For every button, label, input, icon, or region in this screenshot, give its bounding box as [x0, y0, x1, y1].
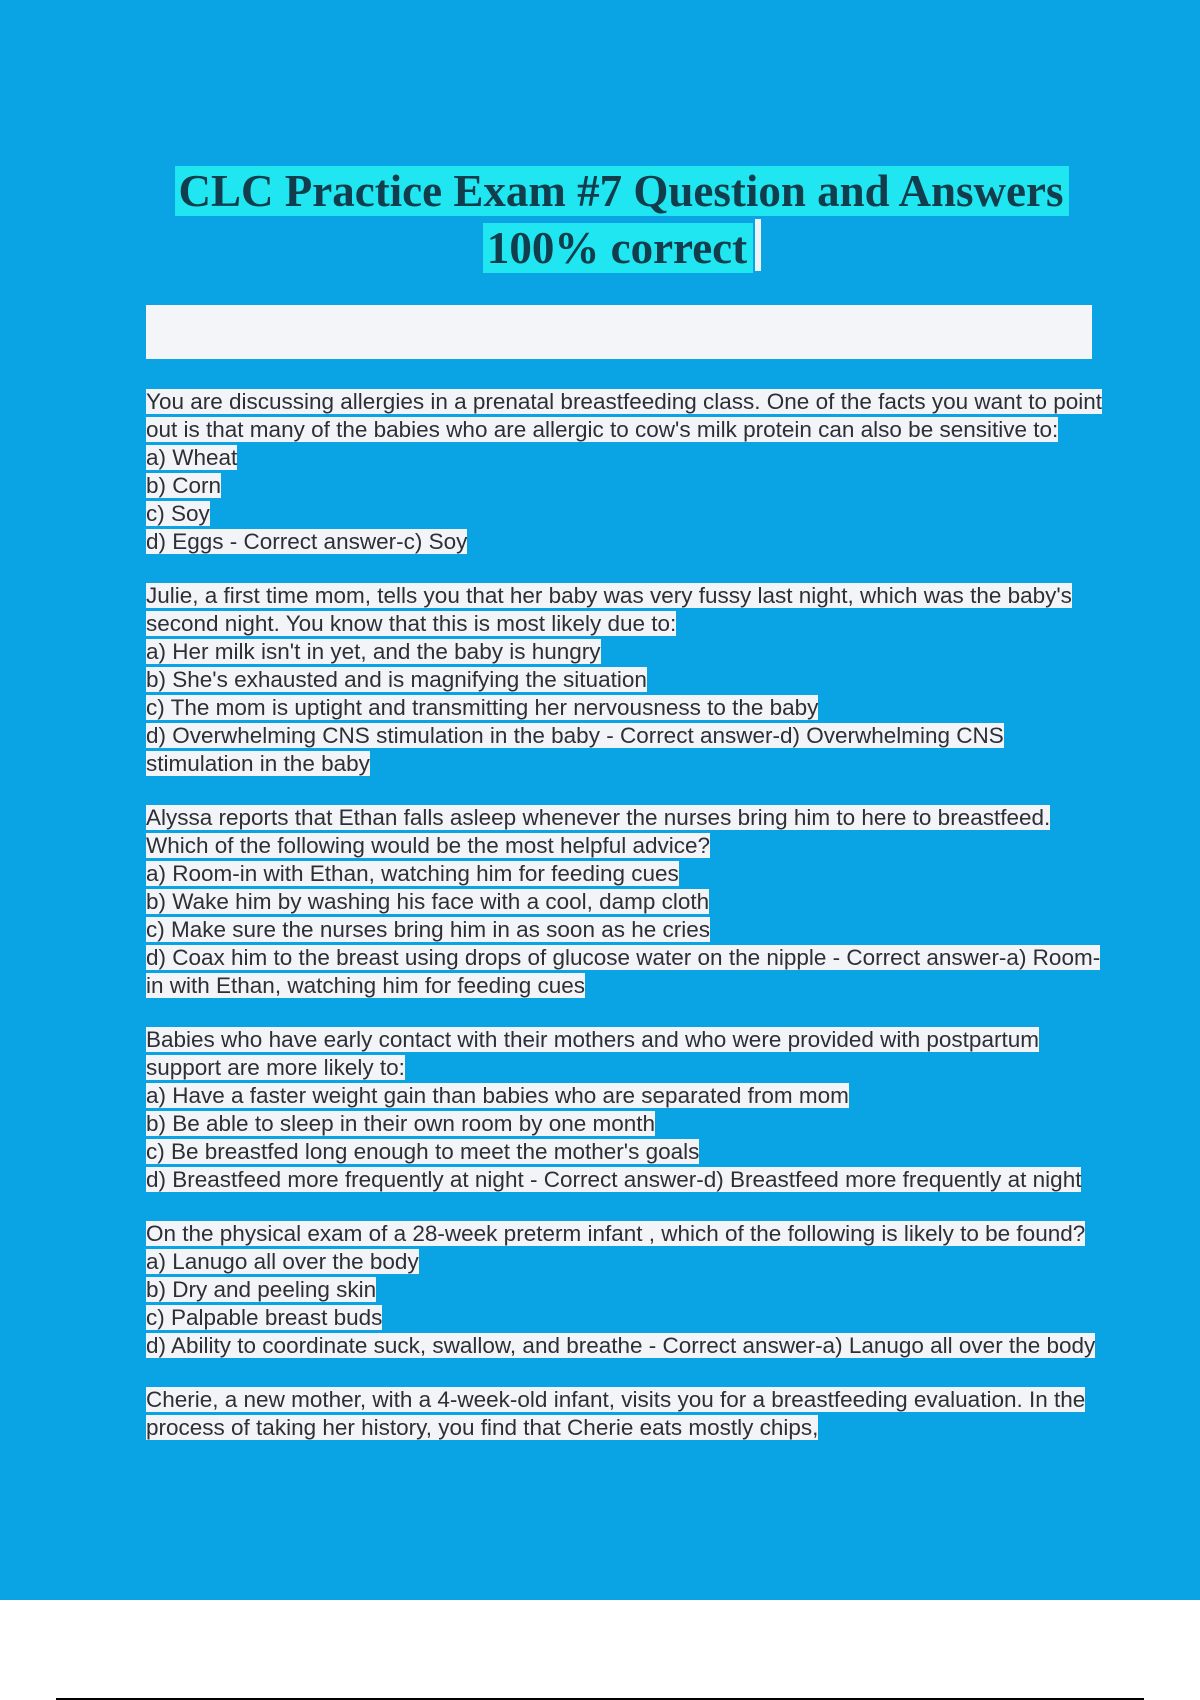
answer-option: a) Room-in with Ethan, watching him for feeding cues	[146, 861, 679, 886]
question-block	[146, 804, 1106, 1000]
answer-option: b) She's exhausted and is magnifying the situation	[146, 667, 647, 692]
question-stem: Alyssa reports that Ethan falls asleep whenever the nurses bring him to here to breastfeed. Which of the following would be the most helpful advice?	[146, 805, 1051, 858]
document-title	[140, 164, 1104, 276]
answer-option-with-correct-answer: d) Breastfeed more frequently at night - Correct answer-d) Breastfeed more frequently at night	[146, 1167, 1082, 1192]
answer-option: b) Corn	[146, 473, 222, 498]
answer-option: b) Dry and peeling skin	[146, 1277, 377, 1302]
answer-option-with-correct-answer: d) Coax him to the breast using drops of glucose water on the nipple - Correct answer-a) Room-in with Ethan, watching him for feeding cues	[146, 945, 1101, 998]
answer-option-with-correct-answer: d) Overwhelming CNS stimulation in the baby - Correct answer-d) Overwhelming CNS stimulation in the baby	[146, 723, 1004, 776]
question-stem: Julie, a first time mom, tells you that her baby was very fussy last night, which was the baby's second night. You know that this is most likely due to:	[146, 583, 1072, 636]
question-block	[146, 1220, 1106, 1360]
title-line-2: 100% correct	[483, 223, 753, 273]
answer-option: c) The mom is uptight and transmitting her nervousness to the baby	[146, 695, 819, 720]
answer-option: a) Have a faster weight gain than babies who are separated from mom	[146, 1083, 849, 1108]
question-block	[146, 1386, 1106, 1442]
answer-option-with-correct-answer: d) Ability to coordinate suck, swallow, and breathe - Correct answer-a) Lanugo all over the body	[146, 1333, 1096, 1358]
answer-option: c) Be breastfed long enough to meet the mother's goals	[146, 1139, 700, 1164]
answer-option: a) Wheat	[146, 445, 238, 470]
answer-option: c) Palpable breast buds	[146, 1305, 383, 1330]
answer-option: a) Her milk isn't in yet, and the baby is hungry	[146, 639, 601, 664]
question-stem: Babies who have early contact with their mothers and who were provided with postpartum support are more likely to:	[146, 1027, 1039, 1080]
question-list	[146, 388, 1106, 1468]
question-block	[146, 388, 1106, 556]
answer-option: a) Lanugo all over the body	[146, 1249, 419, 1274]
title-cursor-mark	[755, 219, 761, 271]
blank-banner	[146, 305, 1092, 359]
question-stem: Cherie, a new mother, with a 4-week-old infant, visits you for a breastfeeding evaluation. In the process of taking her history, you find that Cherie eats mostly chips,	[146, 1387, 1086, 1440]
answer-option-with-correct-answer: d) Eggs - Correct answer-c) Soy	[146, 529, 468, 554]
question-block	[146, 1026, 1106, 1194]
question-stem: You are discussing allergies in a prenatal breastfeeding class. One of the facts you want to point out is that many of the babies who are allergic to cow's milk protein can also be sensitive to:	[146, 389, 1102, 442]
question-block	[146, 582, 1106, 778]
answer-option: b) Be able to sleep in their own room by one month	[146, 1111, 656, 1136]
answer-option: c) Soy	[146, 501, 210, 526]
question-stem: On the physical exam of a 28-week preterm infant , which of the following is likely to be found?	[146, 1221, 1086, 1246]
answer-option: c) Make sure the nurses bring him in as soon as he cries	[146, 917, 711, 942]
answer-option: b) Wake him by washing his face with a cool, damp cloth	[146, 889, 710, 914]
title-line-1: CLC Practice Exam #7 Question and Answers	[175, 166, 1070, 216]
